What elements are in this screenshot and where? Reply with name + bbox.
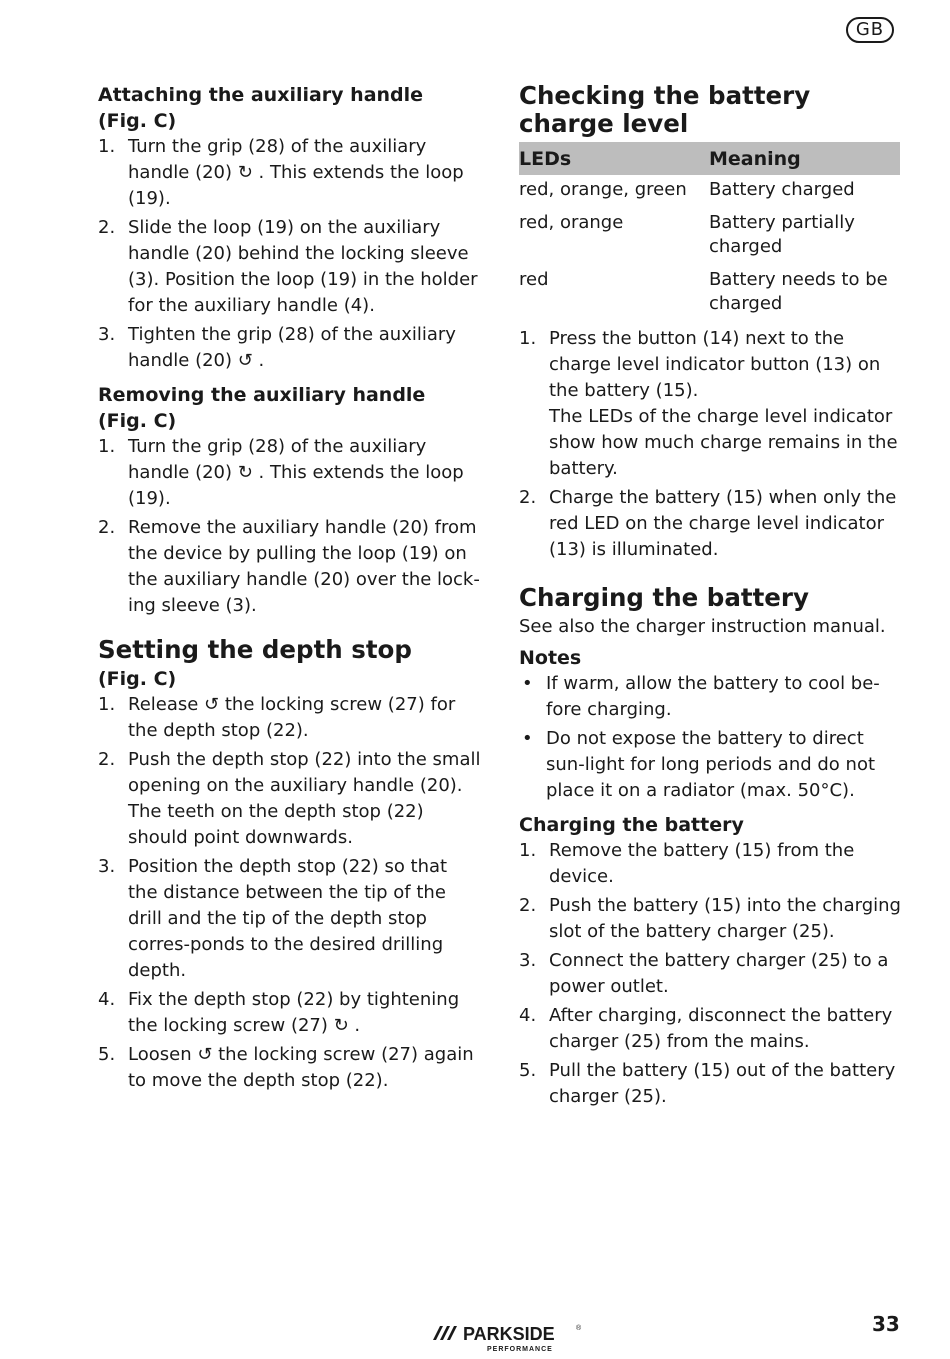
brand-name: PARKSIDE [463, 1324, 555, 1344]
table-cell: Battery partially charged [709, 212, 855, 257]
list-item [98, 515, 482, 619]
led-table [519, 142, 900, 322]
list-item [519, 1003, 901, 1055]
list-text: Fix the depth stop (22) by tightening the locking screw (27) ↻ . [128, 989, 460, 1036]
attach-steps-list [98, 134, 482, 374]
list-number: 2. [98, 517, 116, 538]
language-badge: GB [846, 17, 894, 43]
depth-steps-list [98, 692, 482, 1094]
notes-list [519, 671, 901, 804]
brand-registered-mark: ® [576, 1325, 582, 1332]
list-text: Pull the battery (15) out of the battery charger (25). [549, 1060, 896, 1107]
list-text: Push the battery (15) into the charging slot of the battery charger (25). [549, 895, 901, 942]
list-item [98, 215, 482, 319]
page-number: 33 [872, 1312, 900, 1336]
list-number: 1. [98, 136, 116, 157]
list-text: Remove the auxiliary handle (20) from the device by pulling the loop (19) on the auxiliary handle (20) over the lock-ing sleeve (3). [128, 517, 480, 616]
list-item [519, 671, 901, 723]
right-column [519, 82, 901, 1113]
list-item [98, 692, 482, 744]
list-item [519, 726, 901, 804]
remove-title-line-1: Removing the auxiliary handle [98, 384, 426, 406]
list-item [98, 987, 482, 1039]
remove-title-line-2: (Fig. C) [98, 410, 177, 432]
bullet-icon: • [522, 728, 533, 749]
charging-steps-list [519, 838, 901, 1110]
list-text: Slide the loop (19) on the auxiliary handle (20) behind the locking sleeve (3). Position the loop (19) in the holder for the auxiliary handle (4). [128, 217, 478, 316]
list-number: 1. [519, 328, 537, 349]
list-number: 3. [519, 950, 537, 971]
table-cell: red, orange [519, 212, 624, 233]
list-number: 4. [98, 989, 116, 1010]
list-number: 5. [519, 1060, 537, 1081]
list-item [519, 893, 901, 945]
list-number: 2. [98, 217, 116, 238]
table-header-leds: LEDs [519, 142, 709, 175]
list-text: Press the button (14) next to the charge level indicator button (13) on the battery (15). [549, 328, 881, 401]
list-text: Loosen ↺ the locking screw (27) again to move the depth stop (22). [128, 1044, 474, 1091]
left-column [98, 82, 482, 1097]
list-item [98, 434, 482, 512]
list-number: 2. [519, 487, 537, 508]
table-cell: red, orange, green [519, 179, 687, 200]
list-item [519, 1058, 901, 1110]
check-steps-list [519, 326, 901, 563]
list-text-extra: The LEDs of the charge level indicator show how much charge remains in the battery. [549, 406, 898, 479]
brand-subtitle: PERFORMANCE [487, 1346, 553, 1353]
list-number: 1. [98, 694, 116, 715]
table-cell: Battery needs to be charged [709, 269, 888, 314]
parkside-logo [431, 1318, 591, 1358]
list-number: 3. [98, 324, 116, 345]
list-text: Do not expose the battery to direct sun-light for long periods and do not place it on a radiator (max. 50°C). [546, 728, 876, 801]
list-text: Charge the battery (15) when only the red LED on the charge level indicator (13) is illuminated. [549, 487, 897, 560]
list-number: 4. [519, 1005, 537, 1026]
table-header-meaning: Meaning [709, 142, 900, 175]
attach-title-line-2: (Fig. C) [98, 110, 177, 132]
battery-level-heading: Checking the battery charge level [519, 81, 811, 138]
list-text: Connect the battery charger (25) to a power outlet. [549, 950, 889, 997]
notes-title: Notes [519, 647, 582, 669]
list-text: After charging, disconnect the battery charger (25) from the mains. [549, 1005, 893, 1052]
table-row [519, 265, 900, 322]
charging-heading: Charging the battery [519, 583, 809, 612]
list-number: 2. [519, 895, 537, 916]
list-item [98, 134, 482, 212]
list-item [98, 854, 482, 984]
charging-intro: See also the charger instruction manual. [519, 616, 886, 637]
list-number: 3. [98, 856, 116, 877]
table-row [519, 175, 900, 208]
list-text: Position the depth stop (22) so that the distance between the tip of the drill and the tip of the depth stop corres-ponds to the desired drilling depth. [128, 856, 448, 981]
list-text: Turn the grip (28) of the auxiliary handle (20) ↻ . This extends the loop (19). [128, 436, 464, 509]
list-item [519, 948, 901, 1000]
list-text: Turn the grip (28) of the auxiliary handle (20) ↻ . This extends the loop (19). [128, 136, 464, 209]
depth-stop-heading: Setting the depth stop [98, 635, 412, 664]
list-text: Push the depth stop (22) into the small opening on the auxiliary handle (20). The teeth on the depth stop (22) should point downwards. [128, 749, 481, 848]
list-item [98, 1042, 482, 1094]
list-text: Remove the battery (15) from the device. [549, 840, 855, 887]
list-item [519, 485, 901, 563]
list-item [98, 747, 482, 851]
table-cell: red [519, 269, 549, 290]
list-number: 5. [98, 1044, 116, 1065]
list-item [98, 322, 482, 374]
bullet-icon: • [522, 673, 533, 694]
list-number: 1. [519, 840, 537, 861]
table-row [519, 208, 900, 265]
list-text: If warm, allow the battery to cool be-fore charging. [546, 673, 880, 720]
table-header-row [519, 142, 900, 175]
depth-stop-fig: (Fig. C) [98, 668, 177, 690]
charging-subheading: Charging the battery [519, 814, 744, 836]
list-item [519, 326, 901, 482]
list-text: Tighten the grip (28) of the auxiliary handle (20) ↺ . [128, 324, 456, 371]
list-item [519, 838, 901, 890]
remove-steps-list [98, 434, 482, 619]
list-number: 2. [98, 749, 116, 770]
attach-title-line-1: Attaching the auxiliary handle [98, 84, 424, 106]
list-number: 1. [98, 436, 116, 457]
table-cell: Battery charged [709, 179, 855, 200]
list-text: Release ↺ the locking screw (27) for the depth stop (22). [128, 694, 456, 741]
